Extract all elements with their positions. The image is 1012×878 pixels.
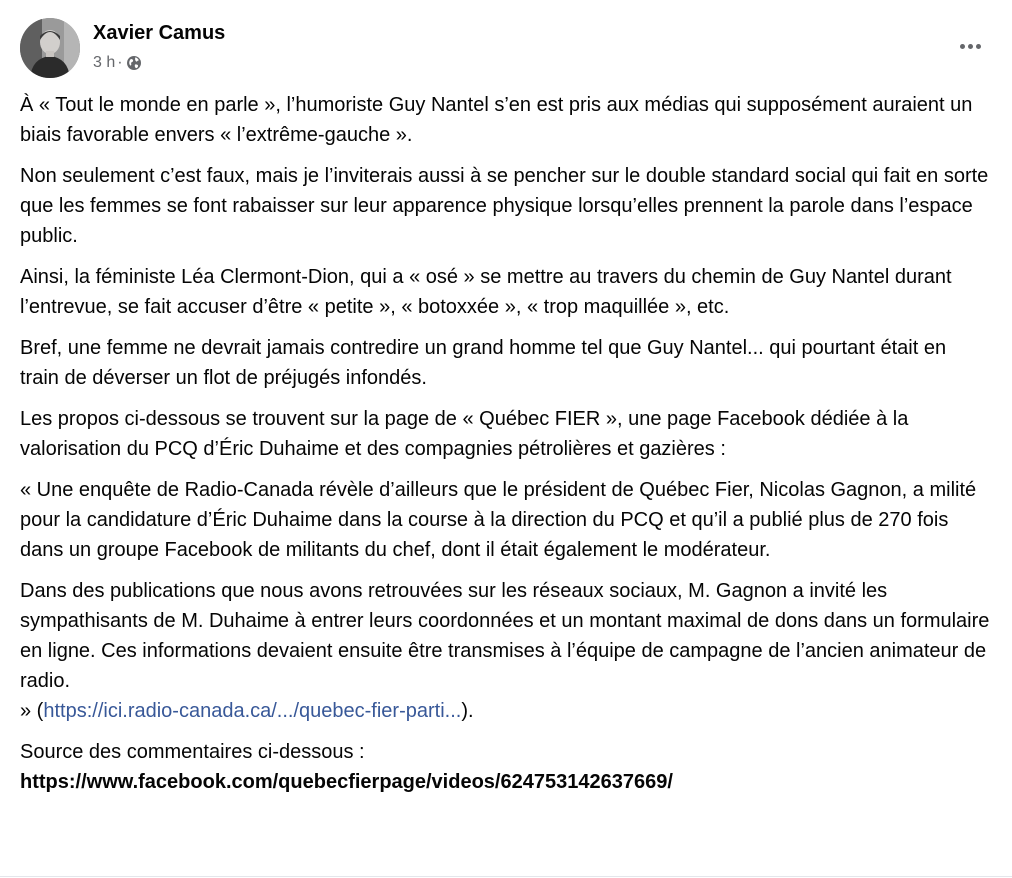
author-avatar[interactable] <box>20 18 80 78</box>
post-meta <box>93 52 142 74</box>
post-paragraph-4: Bref, une femme ne devrait jamais contredire un grand homme tel que Guy Nantel... qui pourtant était en train de déverser un flot de préjugés infondés. <box>20 337 947 389</box>
more-dot <box>976 44 981 49</box>
post-paragraph-6: « Une enquête de Radio-Canada révèle d’ailleurs que le président de Québec Fier, Nicolas Gagnon, a milité pour la candidature d’Éric Duhaime dans la course à la direction du PCQ et qu’il a publié plus de 270 fois dans un groupe Facebook de militants du chef, dont il était également le modérateur. <box>20 479 977 561</box>
meta-separator: · <box>117 54 123 71</box>
post-divider <box>0 876 1012 877</box>
radio-canada-link[interactable]: https://ici.radio-canada.ca/.../quebec-fier-parti... <box>43 700 462 722</box>
post-paragraph-5: Les propos ci-dessous se trouvent sur la page de « Québec FIER », une page Facebook dédiée à la valorisation du PCQ d’Éric Duhaime et des compagnies pétrolières et gazières : <box>20 408 909 460</box>
post-paragraph-8 <box>20 737 990 797</box>
facebook-video-link[interactable]: https://www.facebook.com/quebecfierpage/videos/624753142637669/ <box>20 771 673 793</box>
more-dot <box>968 44 973 49</box>
source-label: Source des commentaires ci-dessous : <box>20 741 365 763</box>
post-paragraph-1: À « Tout le monde en parle », l’humoriste Guy Nantel s’en est pris aux médias qui supposément auraient un biais favorable envers « l’extrême-gauche ». <box>20 94 973 146</box>
post-text <box>20 90 990 808</box>
quote-close: » ( <box>20 700 44 722</box>
post-header <box>20 18 992 78</box>
author-name[interactable]: Xavier Camus <box>93 22 226 44</box>
globe-icon[interactable] <box>126 55 142 71</box>
more-horizontal-icon <box>960 44 965 49</box>
post-timestamp[interactable]: 3 h <box>93 54 116 71</box>
post-paragraph-3: Ainsi, la féministe Léa Clermont-Dion, qui a « osé » se mettre au travers du chemin de Guy Nantel durant l’entrevue, se fait accuser d’être « petite », « botoxxée », « trop maquillée », etc. <box>20 266 952 318</box>
paragraph-7-text: Dans des publications que nous avons retrouvées sur les réseaux sociaux, M. Gagnon a invité les sympathisants de M. Duhaime à entrer leurs coordonnées et un montant maximal de dons dans un formulaire en ligne. Ces informations devaient ensuite être transmises à l’équipe de campagne de l’ancien animateur de radio. <box>20 580 990 692</box>
post-paragraph-7 <box>20 576 990 726</box>
paren-close: ). <box>461 700 474 722</box>
more-options-button[interactable] <box>952 28 988 64</box>
post-paragraph-2: Non seulement c’est faux, mais je l’inviterais aussi à se pencher sur le double standard social qui fait en sorte que les femmes se font rabaisser sur leur apparence physique lorsqu’elles prennent la parole dans l’espace public. <box>20 165 989 247</box>
avatar-photo-icon <box>20 18 80 78</box>
